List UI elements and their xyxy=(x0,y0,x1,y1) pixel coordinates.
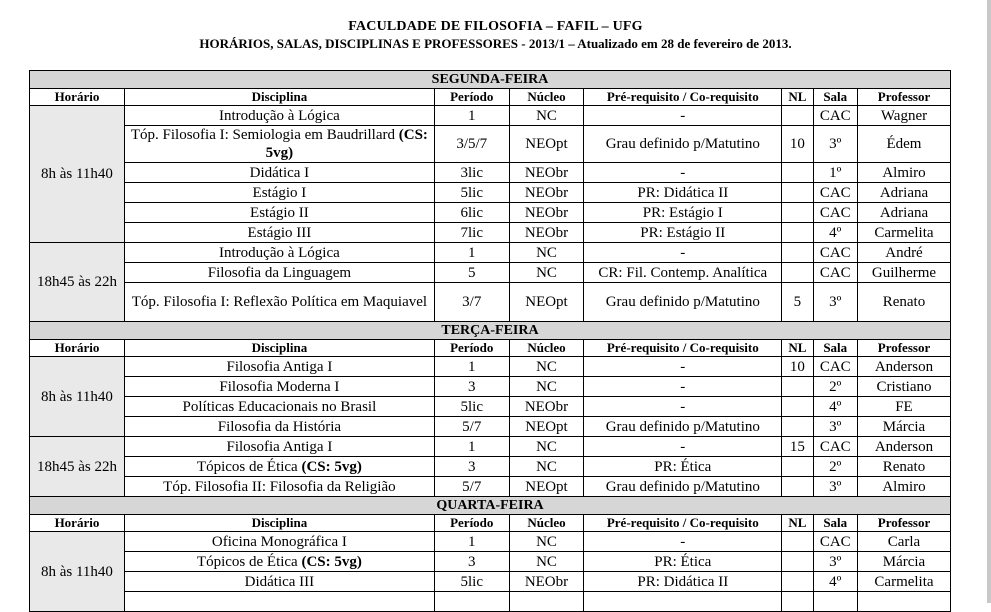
table-row xyxy=(30,357,951,377)
table-row xyxy=(30,203,951,223)
cell-nucleus: NEOpt xyxy=(509,477,584,497)
cell-professor: Márcia xyxy=(857,417,950,437)
cell-nl xyxy=(782,163,813,183)
cell-room: 2º xyxy=(813,377,857,397)
table-row xyxy=(30,437,951,457)
cell-nucleus: NC xyxy=(509,457,584,477)
time-slot: 18h45 às 22h xyxy=(30,437,125,497)
cell-period: 3/7 xyxy=(434,283,509,322)
cell-professor: Renato xyxy=(857,457,950,477)
cell-discipline: Estágio II xyxy=(124,203,434,223)
cell-nucleus: NEObr xyxy=(509,397,584,417)
cell-nucleus: NEObr xyxy=(509,183,584,203)
cell-discipline xyxy=(124,457,434,477)
cell-professor: Márcia xyxy=(857,552,950,572)
table-row xyxy=(30,126,951,163)
table-row xyxy=(30,263,951,283)
cell-prerequisite: Grau definido p/Matutino xyxy=(584,126,782,163)
cell-nucleus xyxy=(509,592,584,612)
cell-period: 1 xyxy=(434,532,509,552)
cell-room: 4º xyxy=(813,223,857,243)
cell-discipline: Políticas Educacionais no Brasil xyxy=(124,397,434,417)
cell-professor: Wagner xyxy=(857,106,950,126)
cell-nl xyxy=(782,552,813,572)
cell-discipline: Estágio III xyxy=(124,223,434,243)
cell-professor: Renato xyxy=(857,283,950,322)
cell-professor: Anderson xyxy=(857,357,950,377)
cell-discipline: Filosofia da História xyxy=(124,417,434,437)
cell-room: 3º xyxy=(813,552,857,572)
cell-nl: 10 xyxy=(782,357,813,377)
schedule-subtitle: HORÁRIOS, SALAS, DISCIPLINAS E PROFESSORES - 2013/1 – Atualizado em 28 de fevereiro de 2013. xyxy=(199,36,792,51)
cell-prerequisite: PR: Ética xyxy=(584,552,782,572)
table-row xyxy=(30,592,951,612)
column-header: Sala xyxy=(813,89,857,106)
cell-professor: FE xyxy=(857,397,950,417)
cell-discipline: Tóp. Filosofia I: Reflexão Política em Maquiavel xyxy=(124,283,434,322)
cell-room: CAC xyxy=(813,243,857,263)
day-name: QUARTA-FEIRA xyxy=(30,497,951,515)
table-row xyxy=(30,417,951,437)
table-row xyxy=(30,283,951,322)
cell-discipline: Introdução à Lógica xyxy=(124,106,434,126)
cell-room: 4º xyxy=(813,397,857,417)
cell-period: 3 xyxy=(434,457,509,477)
cell-room: CAC xyxy=(813,263,857,283)
cell-discipline: Introdução à Lógica xyxy=(124,243,434,263)
day-header-row xyxy=(30,322,951,340)
cell-room: CAC xyxy=(813,437,857,457)
day-header-row xyxy=(30,71,951,89)
cell-period: 7lic xyxy=(434,223,509,243)
cell-discipline: Filosofia da Linguagem xyxy=(124,263,434,283)
cell-prerequisite: PR: Didática II xyxy=(584,572,782,592)
cell-period: 3 xyxy=(434,552,509,572)
column-header: Sala xyxy=(813,340,857,357)
cell-nucleus: NC xyxy=(509,243,584,263)
cell-nl xyxy=(782,263,813,283)
cell-professor: Almiro xyxy=(857,163,950,183)
cell-prerequisite: Grau definido p/Matutino xyxy=(584,283,782,322)
cell-room: CAC xyxy=(813,183,857,203)
cell-professor: Adriana xyxy=(857,183,950,203)
cell-discipline: Estágio I xyxy=(124,183,434,203)
cell-professor: Anderson xyxy=(857,437,950,457)
cell-prerequisite: - xyxy=(584,106,782,126)
cell-nl xyxy=(782,572,813,592)
table-row xyxy=(30,532,951,552)
page-edge xyxy=(987,0,991,603)
cell-nl xyxy=(782,417,813,437)
cell-room: CAC xyxy=(813,106,857,126)
column-header: Professor xyxy=(857,89,950,106)
cell-period: 1 xyxy=(434,243,509,263)
cell-nucleus: NC xyxy=(509,263,584,283)
column-header: Pré-requisito / Co-requisito xyxy=(584,515,782,532)
cell-nl xyxy=(782,592,813,612)
time-slot: 18h45 às 22h xyxy=(30,243,125,322)
cell-room: CAC xyxy=(813,357,857,377)
column-header: Sala xyxy=(813,515,857,532)
cell-nucleus: NEObr xyxy=(509,163,584,183)
cell-discipline: Filosofia Moderna I xyxy=(124,377,434,397)
cell-room: 1º xyxy=(813,163,857,183)
cell-professor xyxy=(857,592,950,612)
cell-room xyxy=(813,592,857,612)
cell-nl: 15 xyxy=(782,437,813,457)
column-header: Período xyxy=(434,515,509,532)
column-header: Pré-requisito / Co-requisito xyxy=(584,340,782,357)
cell-period: 5/7 xyxy=(434,477,509,497)
cell-prerequisite: PR: Didática II xyxy=(584,183,782,203)
time-slot: 8h às 11h40 xyxy=(30,106,125,243)
cell-discipline: Oficina Monográfica I xyxy=(124,532,434,552)
column-header: Horário xyxy=(30,515,125,532)
cell-nucleus: NC xyxy=(509,532,584,552)
cell-discipline: Tóp. Filosofia II: Filosofia da Religião xyxy=(124,477,434,497)
cell-prerequisite xyxy=(584,592,782,612)
cell-room: 4º xyxy=(813,572,857,592)
cell-nl xyxy=(782,223,813,243)
cell-period: 5lic xyxy=(434,397,509,417)
cell-room: CAC xyxy=(813,203,857,223)
cell-prerequisite: PR: Estágio I xyxy=(584,203,782,223)
cell-prerequisite: - xyxy=(584,243,782,263)
cell-period: 6lic xyxy=(434,203,509,223)
cell-period: 3lic xyxy=(434,163,509,183)
cell-room: 3º xyxy=(813,283,857,322)
column-header: Disciplina xyxy=(124,340,434,357)
cell-professor: Cristiano xyxy=(857,377,950,397)
cell-discipline xyxy=(124,592,434,612)
schedule-table xyxy=(29,70,951,612)
table-row xyxy=(30,572,951,592)
discipline-name: Tópicos de Ética xyxy=(196,553,298,570)
table-row xyxy=(30,106,951,126)
cell-nl xyxy=(782,532,813,552)
time-slot: 8h às 11h40 xyxy=(30,357,125,437)
cell-discipline xyxy=(124,126,434,163)
cell-nl xyxy=(782,106,813,126)
cell-discipline: Didática III xyxy=(124,572,434,592)
cell-period: 3 xyxy=(434,377,509,397)
table-row xyxy=(30,457,951,477)
cell-prerequisite: - xyxy=(584,437,782,457)
table-row xyxy=(30,183,951,203)
cell-professor: Adriana xyxy=(857,203,950,223)
cell-prerequisite: - xyxy=(584,357,782,377)
cell-professor: Carla xyxy=(857,532,950,552)
cell-period: 5 xyxy=(434,263,509,283)
cell-prerequisite: - xyxy=(584,377,782,397)
column-header: Pré-requisito / Co-requisito xyxy=(584,89,782,106)
document-header xyxy=(0,18,991,52)
cell-nl xyxy=(782,377,813,397)
cell-room: 2º xyxy=(813,457,857,477)
cell-nucleus: NEObr xyxy=(509,223,584,243)
vacancy-note: (CS: 5vg) xyxy=(301,553,362,570)
column-header-row xyxy=(30,515,951,532)
cell-prerequisite: Grau definido p/Matutino xyxy=(584,477,782,497)
cell-nl xyxy=(782,183,813,203)
cell-period: 3/5/7 xyxy=(434,126,509,163)
cell-professor: Almiro xyxy=(857,477,950,497)
cell-nucleus: NEObr xyxy=(509,203,584,223)
cell-nucleus: NEOpt xyxy=(509,283,584,322)
cell-prerequisite: - xyxy=(584,397,782,417)
cell-period: 5lic xyxy=(434,183,509,203)
cell-nucleus: NC xyxy=(509,106,584,126)
cell-nucleus: NC xyxy=(509,552,584,572)
cell-period: 5/7 xyxy=(434,417,509,437)
cell-professor: Guilherme xyxy=(857,263,950,283)
table-row xyxy=(30,243,951,263)
cell-nucleus: NC xyxy=(509,357,584,377)
cell-room: 3º xyxy=(813,126,857,163)
cell-professor: Édem xyxy=(857,126,950,163)
cell-nl xyxy=(782,203,813,223)
table-row xyxy=(30,377,951,397)
column-header: Núcleo xyxy=(509,89,584,106)
cell-room: 3º xyxy=(813,477,857,497)
column-header: NL xyxy=(782,89,813,106)
cell-professor: André xyxy=(857,243,950,263)
table-row xyxy=(30,477,951,497)
column-header-row xyxy=(30,340,951,357)
cell-nl xyxy=(782,477,813,497)
column-header: NL xyxy=(782,340,813,357)
cell-discipline: Filosofia Antiga I xyxy=(124,437,434,457)
column-header: Horário xyxy=(30,89,125,106)
cell-nl xyxy=(782,243,813,263)
cell-nl xyxy=(782,457,813,477)
table-row xyxy=(30,552,951,572)
cell-room: CAC xyxy=(813,532,857,552)
day-name: TERÇA-FEIRA xyxy=(30,322,951,340)
cell-professor: Carmelita xyxy=(857,572,950,592)
cell-nl xyxy=(782,397,813,417)
column-header: NL xyxy=(782,515,813,532)
cell-discipline xyxy=(124,552,434,572)
cell-prerequisite: Grau definido p/Matutino xyxy=(584,417,782,437)
cell-nl: 10 xyxy=(782,126,813,163)
column-header-row xyxy=(30,89,951,106)
table-row xyxy=(30,397,951,417)
column-header: Núcleo xyxy=(509,340,584,357)
cell-nl: 5 xyxy=(782,283,813,322)
day-header-row xyxy=(30,497,951,515)
column-header: Núcleo xyxy=(509,515,584,532)
day-name: SEGUNDA-FEIRA xyxy=(30,71,951,89)
cell-prerequisite: - xyxy=(584,163,782,183)
cell-period: 5lic xyxy=(434,572,509,592)
vacancy-note: (CS: 5vg) xyxy=(301,458,362,475)
vacancy-note: (CS: 5vg) xyxy=(265,127,428,161)
cell-period: 1 xyxy=(434,357,509,377)
column-header: Professor xyxy=(857,340,950,357)
cell-nucleus: NC xyxy=(509,437,584,457)
cell-prerequisite: PR: Estágio II xyxy=(584,223,782,243)
cell-room: 3º xyxy=(813,417,857,437)
column-header: Período xyxy=(434,89,509,106)
discipline-name: Tóp. Filosofia I: Semiologia em Baudrillard xyxy=(130,127,396,143)
cell-nucleus: NEOpt xyxy=(509,417,584,437)
column-header: Período xyxy=(434,340,509,357)
column-header: Professor xyxy=(857,515,950,532)
column-header: Disciplina xyxy=(124,515,434,532)
table-row xyxy=(30,163,951,183)
column-header: Disciplina xyxy=(124,89,434,106)
discipline-name: Tópicos de Ética xyxy=(196,458,298,475)
cell-nucleus: NEOpt xyxy=(509,126,584,163)
column-header: Horário xyxy=(30,340,125,357)
cell-period: 1 xyxy=(434,106,509,126)
cell-prerequisite: PR: Ética xyxy=(584,457,782,477)
cell-discipline: Filosofia Antiga I xyxy=(124,357,434,377)
cell-professor: Carmelita xyxy=(857,223,950,243)
cell-nucleus: NC xyxy=(509,377,584,397)
cell-period xyxy=(434,592,509,612)
cell-prerequisite: CR: Fil. Contemp. Analítica xyxy=(584,263,782,283)
table-row xyxy=(30,223,951,243)
cell-prerequisite: - xyxy=(584,532,782,552)
cell-discipline: Didática I xyxy=(124,163,434,183)
time-slot: 8h às 11h40 xyxy=(30,532,125,612)
faculty-title: FACULDADE DE FILOSOFIA – FAFIL – UFG xyxy=(348,19,643,34)
cell-nucleus: NEObr xyxy=(509,572,584,592)
cell-period: 1 xyxy=(434,437,509,457)
